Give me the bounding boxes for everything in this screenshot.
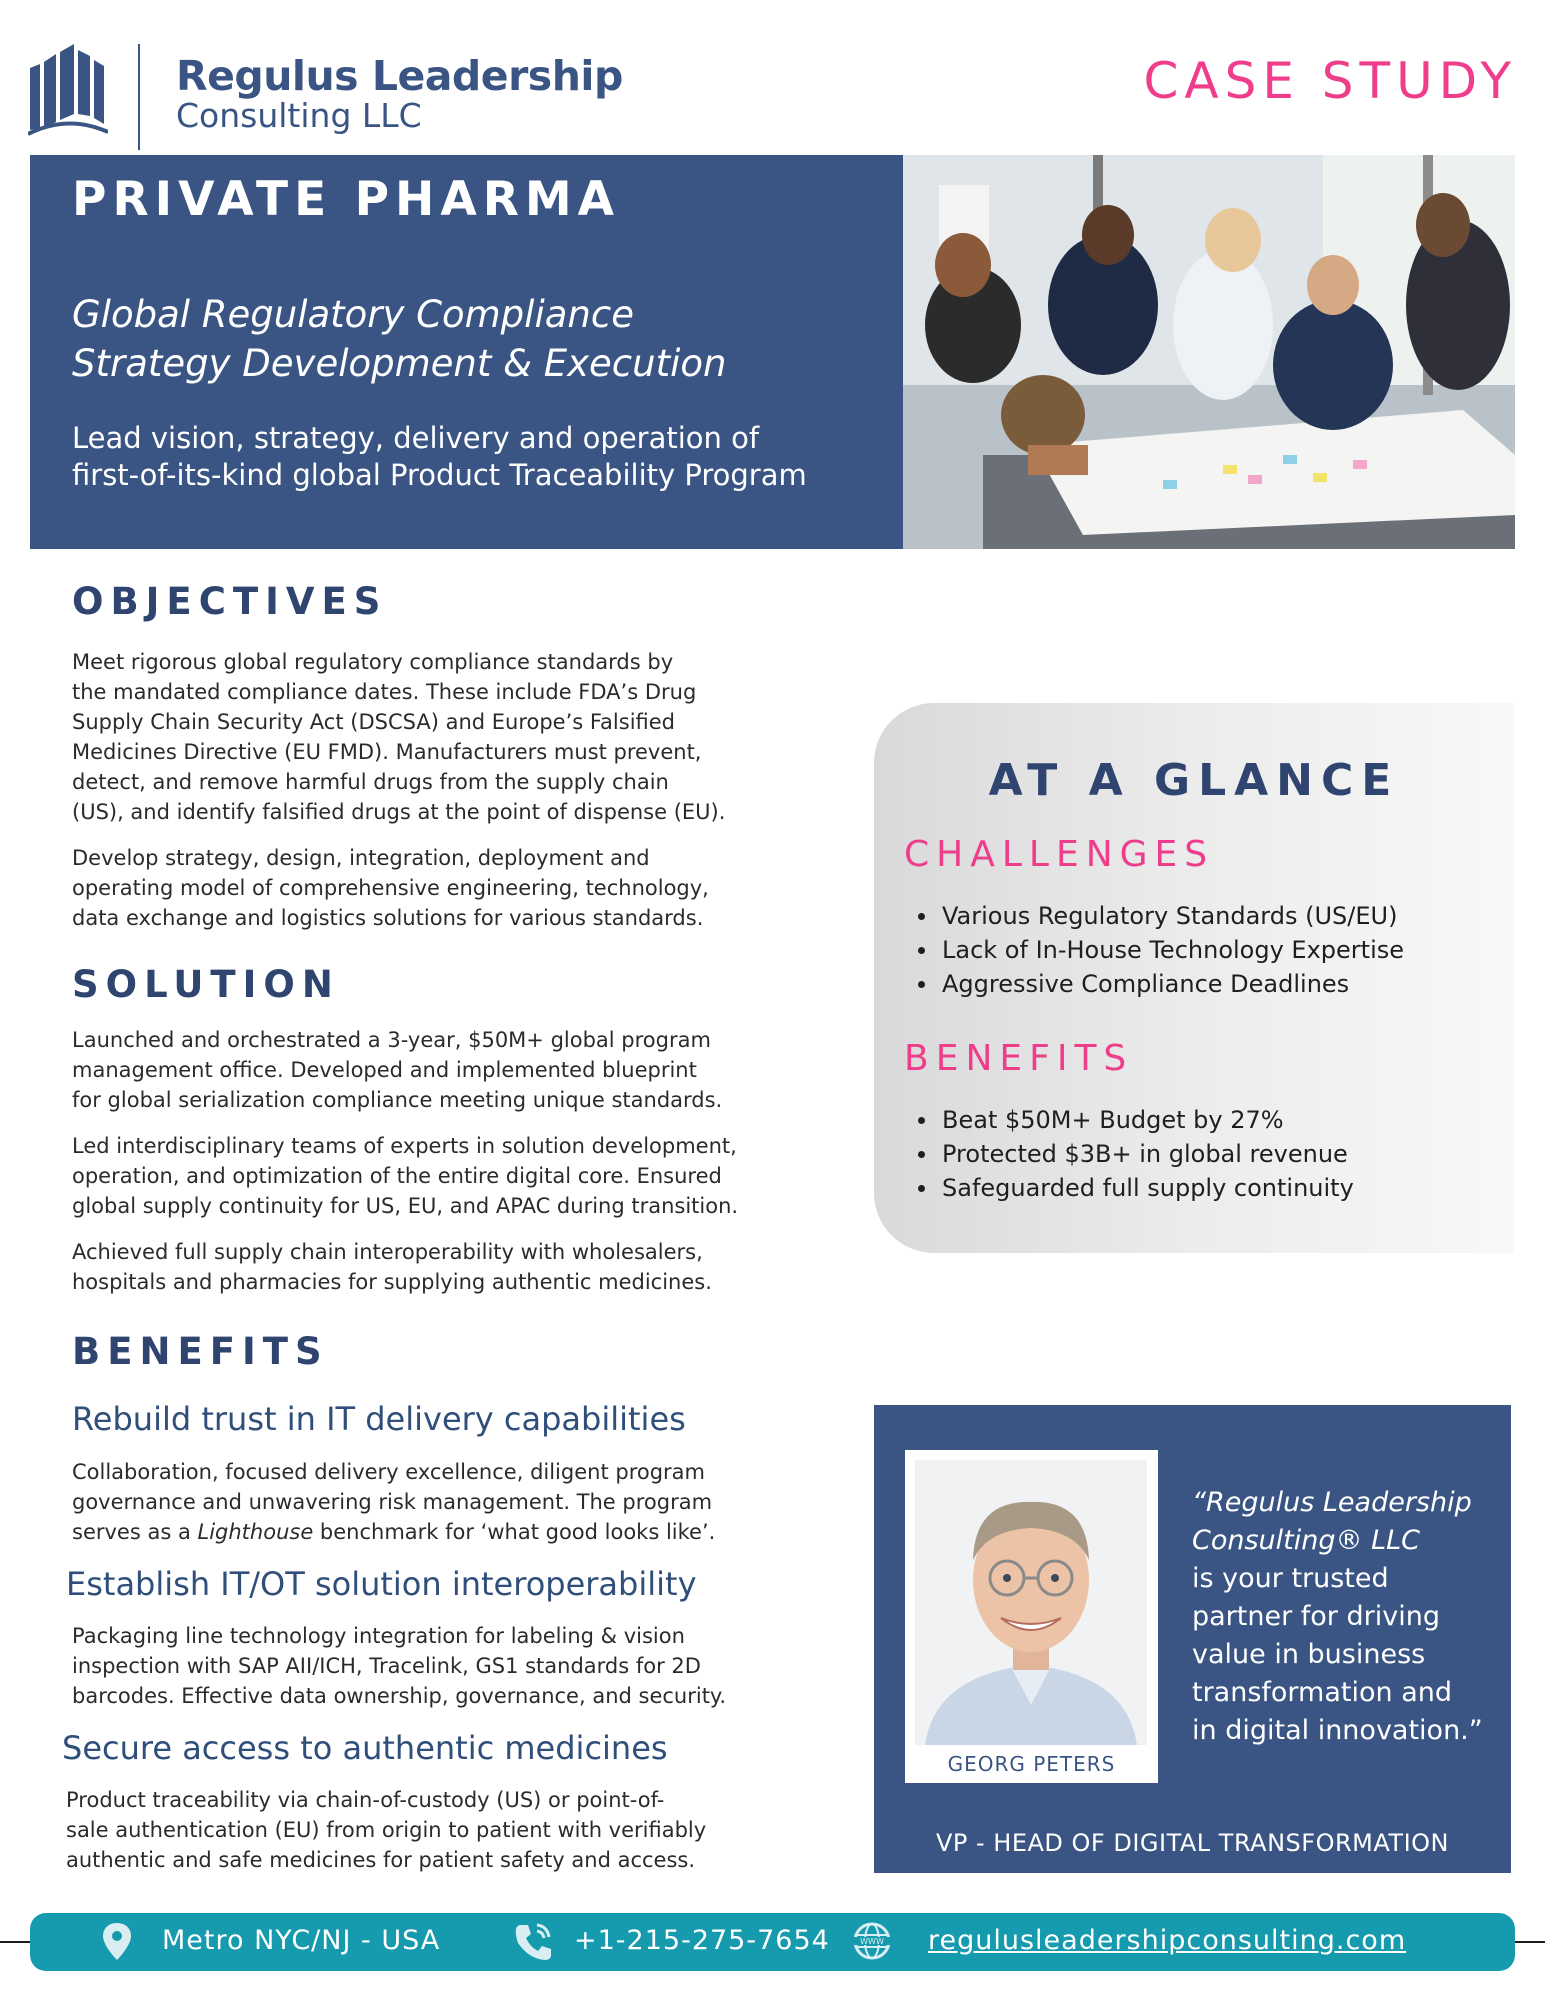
text-line: data exchange and logistics solutions for various standards. <box>72 906 704 930</box>
testimonial-role: VP - HEAD OF DIGITAL TRANSFORMATION <box>935 1829 1449 1857</box>
text-line: Meet rigorous global regulatory compliance standards by <box>72 650 674 674</box>
quote-line: value in business <box>1192 1639 1426 1670</box>
list-item: Safeguarded full supply continuity <box>910 1171 1354 1205</box>
text-line: operation, and optimization of the entire digital core. Ensured <box>72 1164 722 1188</box>
list-item: Various Regulatory Standards (US/EU) <box>910 899 1404 933</box>
list-item: Aggressive Compliance Deadlines <box>910 967 1404 1001</box>
text-line: Supply Chain Security Act (DSCSA) and Europe’s Falsified <box>72 710 676 734</box>
hero-title: PRIVATE PHARMA <box>72 172 621 227</box>
text-line: for global serialization compliance meeting unique standards. <box>72 1088 723 1112</box>
quote-line: transformation and <box>1192 1677 1453 1708</box>
text-line: barcodes. Effective data ownership, governance, and security. <box>72 1684 727 1708</box>
list-item: Lack of In-House Technology Expertise <box>910 933 1404 967</box>
quote-line: “Regulus Leadership <box>1192 1487 1472 1518</box>
list-item: Beat $50M+ Budget by 27% <box>910 1103 1354 1137</box>
quote-line: partner for driving <box>1192 1601 1440 1632</box>
quote-line: in digital innovation.” <box>1192 1715 1483 1746</box>
text-line: the mandated compliance dates. These include FDA’s Drug <box>72 680 697 704</box>
objectives-heading: OBJECTIVES <box>72 580 388 623</box>
text-span: benchmark for ‘what good looks like’. <box>313 1520 716 1544</box>
text-line: Develop strategy, design, integration, deployment and <box>72 846 650 870</box>
footer-location: Metro NYC/NJ - USA <box>162 1925 441 1956</box>
hero-description-line: Lead vision, strategy, delivery and operation of <box>72 421 760 455</box>
text-line: governance and unwavering risk management. The program <box>72 1490 713 1514</box>
text-line: hospitals and pharmacies for supplying authentic medicines. <box>72 1270 712 1294</box>
georg-peters-portrait <box>915 1460 1147 1745</box>
text-line: management office. Developed and implemented blueprint <box>72 1058 697 1082</box>
text-line <box>72 1517 715 1547</box>
challenges-list <box>910 899 1404 1001</box>
brand-name: Regulus Leadership <box>176 52 623 100</box>
text-line: Achieved full supply chain interoperability with wholesalers, <box>72 1240 703 1264</box>
text-line: Collaboration, focused delivery excellence, diligent program <box>72 1460 706 1484</box>
phone-icon <box>512 1919 554 1963</box>
text-line: authentic and safe medicines for patient safety and access. <box>66 1848 696 1872</box>
text-line: Product traceability via chain-of-custody (US) or point-of- <box>66 1788 665 1812</box>
hero-description-line: first-of-its-kind global Product Traceability Program <box>72 458 807 492</box>
team-meeting-photo <box>903 155 1515 549</box>
text-line: Led interdisciplinary teams of experts in solution development, <box>72 1134 737 1158</box>
solution-heading: SOLUTION <box>72 963 340 1006</box>
hero-subtitle-line: Strategy Development & Execution <box>72 342 727 385</box>
text-line: Launched and orchestrated a 3-year, $50M+ global program <box>72 1028 711 1052</box>
objectives-paragraph-2 <box>72 843 709 933</box>
benefit-2-text <box>72 1621 726 1711</box>
footer-phone[interactable]: +1-215-275-7654 <box>574 1925 830 1956</box>
benefit-3-title: Secure access to authentic medicines <box>62 1729 668 1767</box>
books-logo-icon <box>28 44 108 136</box>
glance-benefits-list <box>910 1103 1354 1205</box>
text-line: global supply continuity for US, EU, and APAC during transition. <box>72 1194 739 1218</box>
case-study-tag: CASE STUDY <box>1143 52 1517 110</box>
brand-subtitle: Consulting LLC <box>176 96 422 135</box>
text-line: inspection with SAP AII/ICH, Tracelink, GS1 standards for 2D <box>72 1654 701 1678</box>
solution-paragraph-1 <box>72 1025 722 1115</box>
list-item: Protected $3B+ in global revenue <box>910 1137 1354 1171</box>
hero-subtitle-line: Global Regulatory Compliance <box>72 293 634 336</box>
text-span: serves as a <box>72 1520 198 1544</box>
text-line: sale authentication (EU) from origin to patient with verifiably <box>66 1818 707 1842</box>
footer-website-link[interactable]: regulusleadershipconsulting.com <box>928 1925 1407 1956</box>
quote-line: Consulting® LLC <box>1192 1525 1421 1556</box>
benefit-1-text <box>72 1457 715 1547</box>
text-line: Packaging line technology integration for labeling & vision <box>72 1624 685 1648</box>
testimonial-quote <box>1192 1484 1497 1750</box>
benefit-3-text <box>66 1785 706 1875</box>
logo-divider <box>138 44 140 150</box>
at-a-glance-title: AT A GLANCE <box>988 755 1400 806</box>
location-pin-icon <box>96 1919 138 1963</box>
lighthouse-emphasis: Lighthouse <box>197 1520 314 1544</box>
portrait-name: GEORG PETERS <box>947 1752 1116 1776</box>
benefit-2-title: Establish IT/OT solution interoperability <box>66 1565 697 1603</box>
svg-text:WWW: WWW <box>860 1937 884 1946</box>
text-line: Medicines Directive (EU FMD). Manufacturers must prevent, <box>72 740 702 764</box>
solution-paragraph-2 <box>72 1131 738 1221</box>
benefit-1-title: Rebuild trust in IT delivery capabilities <box>72 1400 686 1438</box>
glance-benefits-heading: BENEFITS <box>904 1038 1134 1079</box>
text-line: (US), and identify falsified drugs at the point of dispense (EU). <box>72 800 726 824</box>
text-line: detect, and remove harmful drugs from the supply chain <box>72 770 669 794</box>
challenges-heading: CHALLENGES <box>904 834 1215 875</box>
objectives-paragraph-1 <box>72 647 725 827</box>
benefits-heading: BENEFITS <box>72 1330 329 1373</box>
hero-description <box>72 420 807 494</box>
quote-line: is your trusted <box>1192 1563 1389 1594</box>
globe-www-icon <box>851 1919 893 1963</box>
solution-paragraph-3 <box>72 1237 712 1297</box>
text-line: operating model of comprehensive engineering, technology, <box>72 876 709 900</box>
hero-subtitle <box>72 290 726 388</box>
